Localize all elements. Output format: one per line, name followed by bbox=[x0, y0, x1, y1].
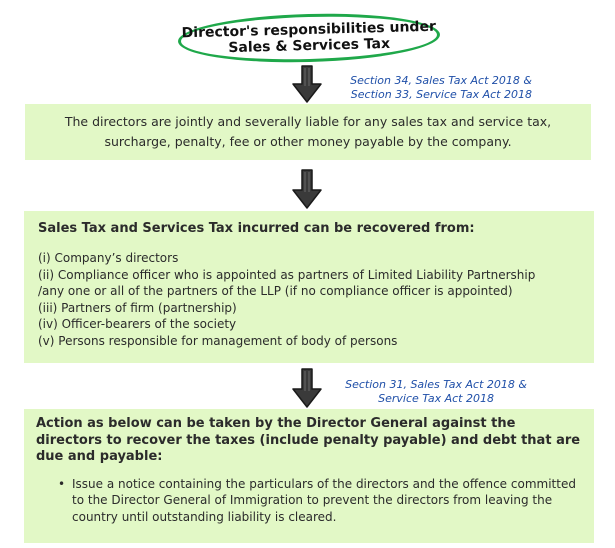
section-note-2-line-2: Service Tax Act 2018 bbox=[378, 392, 494, 405]
section-note-1-line-1: Section 34, Sales Tax Act 2018 & bbox=[350, 74, 532, 87]
recovery-box bbox=[24, 211, 594, 363]
title-line-1: Director's responsibilities under bbox=[181, 18, 437, 42]
recovery-heading: Sales Tax and Services Tax incurred can be recovered from: bbox=[38, 221, 475, 236]
list-item: (i) Company’s directors bbox=[38, 251, 179, 265]
list-item: /any one or all of the partners of the LLP (if no compliance officer is appointed) bbox=[38, 284, 513, 299]
action-bullet-text: Issue a notice containing the particulars of the directors and the offence committed to the Director General of Immigration to prevent the directors from leaving the country until outstanding liability is cleared. bbox=[72, 476, 576, 524]
action-box bbox=[24, 409, 594, 543]
section-note-1-line-2: Section 33, Service Tax Act 2018 bbox=[350, 88, 532, 101]
section-note-2-line-1: Section 31, Sales Tax Act 2018 & bbox=[345, 378, 527, 391]
arrow-down-icon bbox=[290, 168, 324, 210]
action-heading: Action as below can be taken by the Director General against the directors to recover the taxes (include penalty payable) and debt that are due and payable: bbox=[36, 416, 581, 464]
list-item: (iv) Officer-bearers of the society bbox=[38, 317, 237, 332]
recovery-list bbox=[38, 250, 580, 350]
list-item bbox=[36, 476, 582, 526]
liability-text: The directors are jointly and severally liable for any sales tax and service tax, surcharge, penalty, fee or other money payable by the company. bbox=[64, 114, 552, 149]
list-item: (v) Persons responsible for management of body of persons bbox=[38, 333, 398, 348]
section-note-1 bbox=[350, 74, 532, 102]
arrow-down-icon bbox=[290, 367, 324, 409]
liability-box bbox=[25, 104, 591, 160]
title-oval bbox=[177, 11, 440, 66]
bullet-icon: • bbox=[58, 476, 66, 491]
list-item: (iii) Partners of firm (partnership) bbox=[38, 300, 237, 315]
arrow-down-icon bbox=[290, 64, 324, 104]
title-line-2: Sales & Services Tax bbox=[228, 35, 391, 57]
list-item: (ii) Compliance officer who is appointed as partners of Limited Liability Partnership bbox=[38, 267, 536, 282]
section-note-2 bbox=[345, 378, 527, 406]
